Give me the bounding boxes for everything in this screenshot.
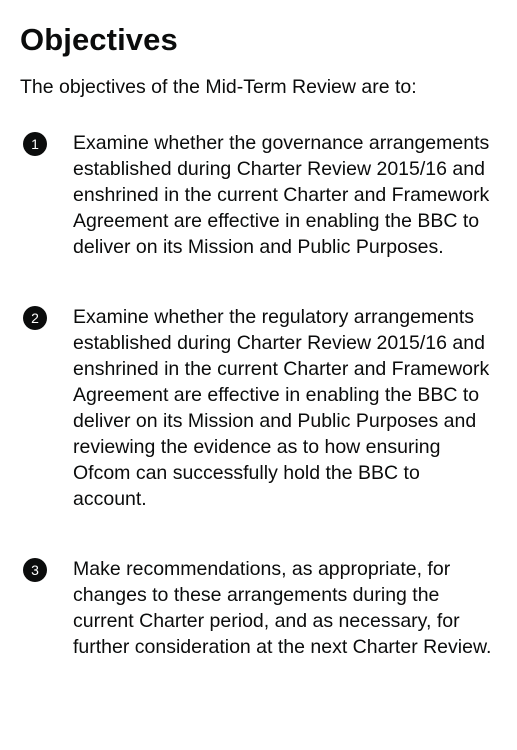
section-heading: Objectives xyxy=(20,22,178,57)
objectives-list xyxy=(20,130,497,660)
objective-text: Examine whether the regulatory arrangements established during Charter Review 2015/16 and enshrined in the current Charter and Framework Agreement are effective in enabling the BBC to deliver on its Mission and Public Purposes and reviewing the evidence as to how ensuring Ofcom can successfully hold the BBC to account. xyxy=(73,306,490,510)
objective-text: Make recommendations, as appropriate, for changes to these arrangements during the current Charter period, and as necessary, for further consideration at the next Charter Review. xyxy=(73,558,492,658)
intro-text: The objectives of the Mid-Term Review are to: xyxy=(20,76,417,98)
objective-text: Examine whether the governance arrangements established during Charter Review 2015/16 and enshrined in the current Charter and Framework Agreement are effective in enabling the BBC to deliver on its Mission and Public Purposes. xyxy=(73,132,490,258)
number-badge: 2 xyxy=(23,306,47,330)
number-badge: 3 xyxy=(23,558,47,582)
objective-item-2 xyxy=(20,304,497,512)
objective-item-3 xyxy=(20,556,497,660)
objective-item-1 xyxy=(20,130,497,260)
number-badge: 1 xyxy=(23,132,47,156)
